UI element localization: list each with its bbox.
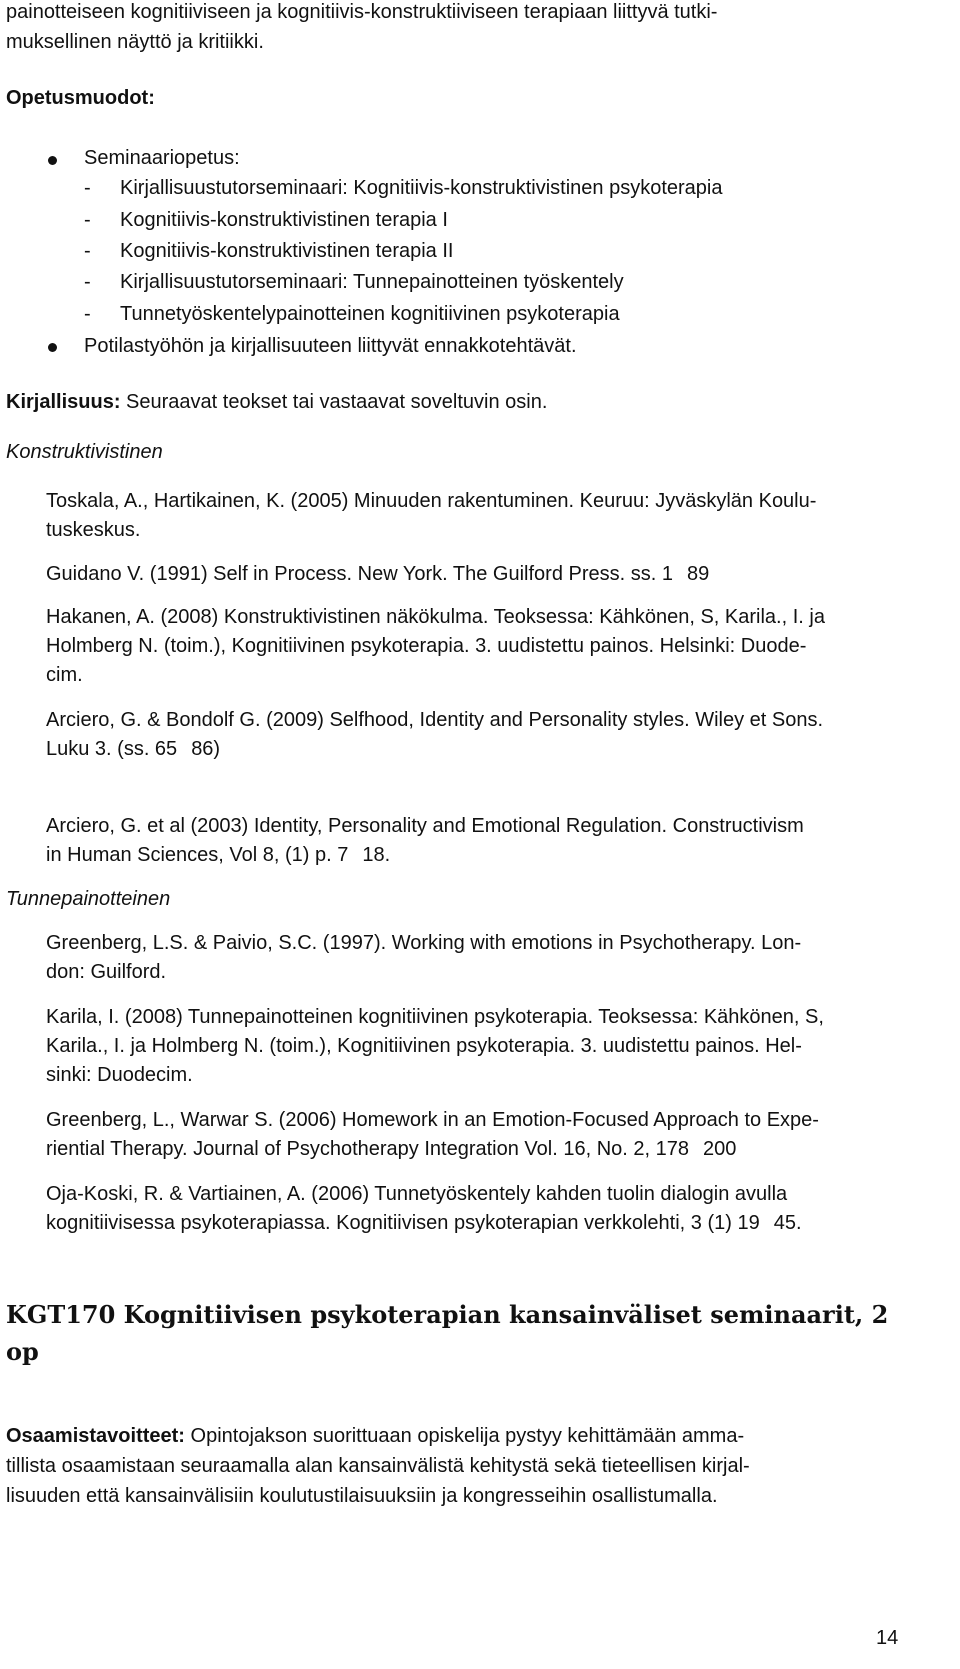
outcomes-line bbox=[6, 1424, 744, 1448]
reference-line: Luku 3. (ss. 65 86) bbox=[46, 738, 221, 760]
course-title: op bbox=[6, 1337, 39, 1366]
reference-line: Hakanen, A. (2008) Konstruktivistinen näkökulma. Teoksessa: Kähkönen, S, Karila., I. ja bbox=[46, 606, 825, 628]
outcomes-line: tillista osaamistaan seuraamalla alan kansainvälistä kehitystä sekä tieteellisen kirjal- bbox=[6, 1455, 750, 1477]
outcomes-line: lisuuden että kansainvälisiin koulutustilaisuuksiin ja kongresseihin osallistumalla. bbox=[6, 1485, 718, 1507]
bullet-icon bbox=[48, 156, 57, 165]
teaching-heading: Opetusmuodot: bbox=[6, 87, 155, 109]
dash: - bbox=[84, 209, 91, 231]
dash: - bbox=[84, 177, 91, 199]
list-item: Seminaariopetus: bbox=[84, 147, 240, 169]
reference-line: kognitiivisessa psykoterapiassa. Kognitiivisen psykoterapian verkkolehti, 3 (1) 19 45. bbox=[46, 1212, 802, 1234]
literature-intro bbox=[6, 390, 547, 414]
page-number: 14 bbox=[876, 1627, 899, 1649]
section-heading: Konstruktivistinen bbox=[6, 441, 163, 463]
reference-line: Holmberg N. (toim.), Kognitiivinen psykoterapia. 3. uudistettu painos. Helsinki: Duode- bbox=[46, 635, 807, 657]
course-title: KGT170 Kognitiivisen psykoterapian kansainväliset seminaarit, 2 bbox=[6, 1300, 889, 1329]
reference-line: Arciero, G. et al (2003) Identity, Personality and Emotional Regulation. Constructivism bbox=[46, 815, 804, 837]
reference-line: don: Guilford. bbox=[46, 961, 167, 983]
reference-line: Greenberg, L.S. & Paivio, S.C. (1997). Working with emotions in Psychotherapy. Lon- bbox=[46, 932, 802, 954]
reference-line-text: 89 bbox=[686, 563, 710, 585]
outcomes-text: Opintojakson suorittuaan opiskelija pystyy kehittämään amma- bbox=[184, 1425, 745, 1447]
dash: - bbox=[84, 303, 91, 325]
reference-line: Greenberg, L., Warwar S. (2006) Homework in an Emotion-Focused Approach to Expe- bbox=[46, 1109, 819, 1131]
reference-line: Karila, I. (2008) Tunnepainotteinen kognitiivinen psykoterapia. Teoksessa: Kähkönen, S, bbox=[46, 1006, 824, 1028]
paragraph-line: painotteiseen kognitiiviseen ja kognitiivis-konstruktiiviseen terapiaan liittyvä tutki- bbox=[6, 1, 718, 23]
reference-line bbox=[46, 562, 709, 586]
literature-text: Seuraavat teokset tai vastaavat soveltuvin osin. bbox=[120, 391, 548, 413]
reference-line: cim. bbox=[46, 664, 83, 686]
reference-line: sinki: Duodecim. bbox=[46, 1064, 193, 1086]
reference-line: Oja-Koski, R. & Vartiainen, A. (2006) Tunnetyöskentely kahden tuolin dialogin avulla bbox=[46, 1183, 788, 1205]
reference-line: Arciero, G. & Bondolf G. (2009) Selfhood, Identity and Personality styles. Wiley et Sons. bbox=[46, 709, 824, 731]
reference-line: Toskala, A., Hartikainen, K. (2005) Minuuden rakentuminen. Keuruu: Jyväskylän Koulu- bbox=[46, 490, 817, 512]
list-item: Kirjallisuustutorseminaari: Kognitiivis-konstruktivistinen psykoterapia bbox=[120, 177, 723, 199]
literature-label: Kirjallisuus: bbox=[6, 391, 121, 413]
outcomes-label: Osaamistavoitteet: bbox=[6, 1425, 185, 1447]
list-item: Kognitiivis-konstruktivistinen terapia I bbox=[120, 209, 448, 231]
list-item: Kirjallisuustutorseminaari: Tunnepainotteinen työskentely bbox=[120, 271, 624, 293]
dash: - bbox=[84, 240, 91, 262]
section-heading: Tunnepainotteinen bbox=[6, 888, 171, 910]
dash: - bbox=[84, 271, 91, 293]
reference-line: in Human Sciences, Vol 8, (1) p. 7 18. bbox=[46, 844, 391, 866]
reference-line: Karila., I. ja Holmberg N. (toim.), Kognitiivinen psykoterapia. 3. uudistettu painos. Hel- bbox=[46, 1035, 802, 1057]
bullet-icon bbox=[48, 343, 57, 352]
list-item: Kognitiivis-konstruktivistinen terapia II bbox=[120, 240, 454, 262]
reference-line-text: Guidano V. (1991) Self in Process. New York. The Guilford Press. ss. 1 bbox=[46, 563, 673, 585]
paragraph-line: muksellinen näyttö ja kritiikki. bbox=[6, 31, 264, 53]
reference-line: riential Therapy. Journal of Psychotherapy Integration Vol. 16, No. 2, 178 200 bbox=[46, 1138, 737, 1160]
list-item: Potilastyöhön ja kirjallisuuteen liittyvät ennakkotehtävät. bbox=[84, 335, 577, 357]
reference-line: tuskeskus. bbox=[46, 519, 141, 541]
list-item: Tunnetyöskentelypainotteinen kognitiivinen psykoterapia bbox=[120, 303, 620, 325]
